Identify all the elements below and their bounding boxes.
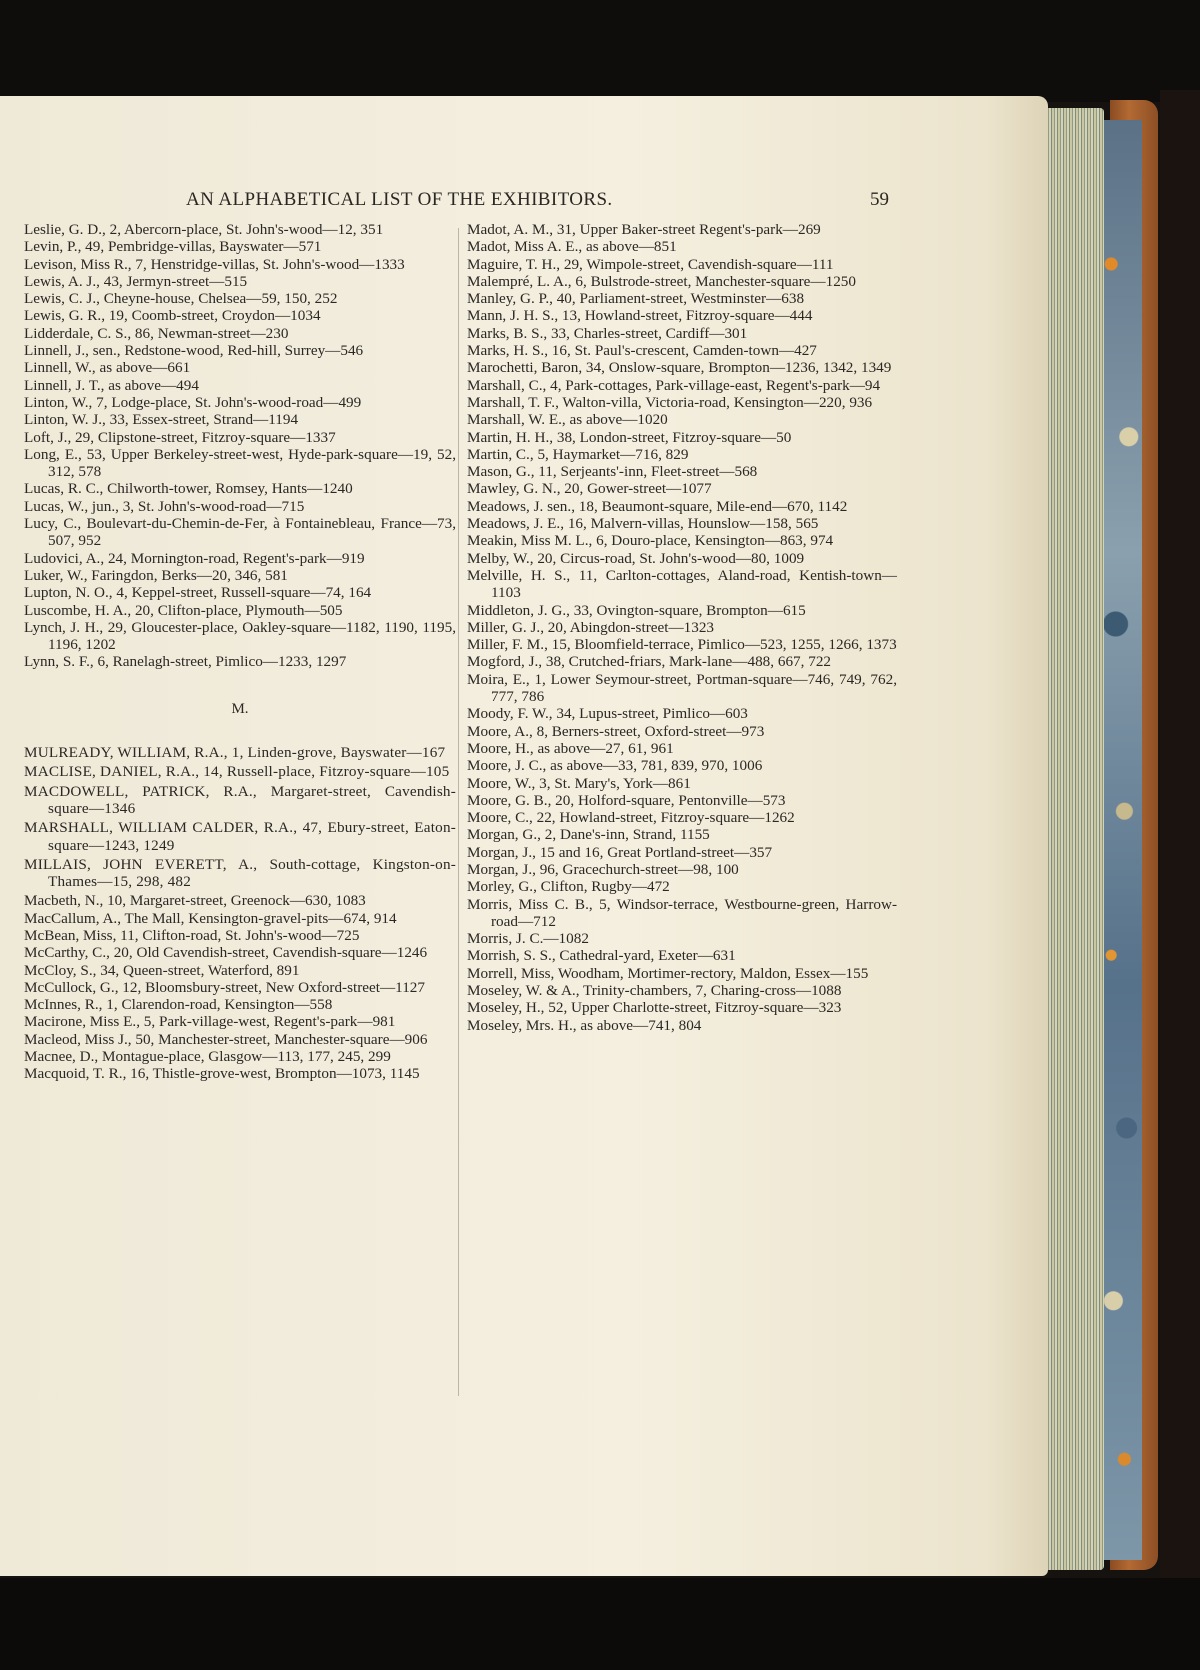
list-item: Maguire, T. H., 29, Wimpole-street, Cavendish-square—111: [467, 255, 834, 273]
list-item: Mawley, G. N., 20, Gower-street—1077: [467, 480, 712, 498]
list-item: Leslie, G. D., 2, Abercorn-place, St. John's-wood—12, 351: [24, 221, 384, 238]
list-item: Luker, W., Faringdon, Berks—20, 346, 581: [24, 566, 288, 584]
list-item: Martin, C., 5, Haymarket—716, 829: [467, 445, 689, 463]
list-item: Madot, Miss A. E., as above—851: [467, 238, 677, 256]
entries: [467, 221, 897, 1034]
list-item: Lewis, C. J., Cheyne-house, Chelsea—59, 150, 252: [24, 290, 338, 308]
list-item: Moore, A., 8, Berners-street, Oxford-street—973: [467, 722, 765, 740]
list-item: Linnell, W., as above—661: [24, 359, 191, 377]
list-item: Levison, Miss R., 7, Henstridge-villas, St. John's-wood—1333: [24, 255, 405, 273]
list-item: MacCallum, A., The Mall, Kensington-gravel-pits—674, 914: [24, 909, 397, 927]
page-number: 59: [870, 189, 889, 210]
list-item: Moore, W., 3, St. Mary's, York—861: [467, 774, 691, 792]
list-item: Miller, F. M., 15, Bloomfield-terrace, Pimlico—523, 1255, 1266, 1373: [467, 636, 897, 654]
list-item: Moira, E., 1, Lower Seymour-street, Portman-square—746, 749, 762, 777, 786: [467, 670, 897, 706]
page-edges: [1040, 108, 1104, 1570]
list-item: Mogford, J., 38, Crutched-friars, Mark-lane—488, 667, 722: [467, 653, 832, 671]
list-item: Linton, W., 7, Lodge-place, St. John's-wood-road—499: [24, 393, 362, 411]
academician-entries: [24, 744, 456, 890]
list-item: MILLAIS, JOHN EVERETT, A., South-cottage, Kingston-on-Thames—15, 298, 482: [24, 855, 456, 891]
list-item: Lewis, A. J., 43, Jermyn-street—515: [24, 272, 248, 290]
list-item: Morgan, J., 15 and 16, Great Portland-street—357: [467, 843, 773, 861]
list-item: Morgan, G., 2, Dane's-inn, Strand, 1155: [467, 826, 710, 844]
running-head-title: AN ALPHABETICAL LIST OF THE EXHIBITORS.: [186, 189, 613, 210]
list-item: Madot, A. M., 31, Upper Baker-street Regent's-park—269: [467, 221, 821, 238]
list-item: Marks, H. S., 16, St. Paul's-crescent, Camden-town—427: [467, 342, 817, 360]
list-item: Moseley, H., 52, Upper Charlotte-street, Fitzroy-square—323: [467, 999, 842, 1017]
background-top: [0, 0, 1200, 102]
list-item: Meadows, J. sen., 18, Beaumont-square, Mile-end—670, 1142: [467, 497, 848, 515]
list-item: McInnes, R., 1, Clarendon-road, Kensington—558: [24, 996, 333, 1014]
list-item: Marshall, C., 4, Park-cottages, Park-village-east, Regent's-park—94: [467, 376, 881, 394]
list-item: Mann, J. H. S., 13, Howland-street, Fitzroy-square—444: [467, 307, 813, 325]
list-item: Morris, J. C.—1082: [467, 930, 589, 948]
list-item: Moore, H., as above—27, 61, 961: [467, 739, 674, 757]
entries-after: [24, 892, 456, 1082]
list-item: Morrish, S. S., Cathedral-yard, Exeter—631: [467, 947, 736, 965]
list-item: McCarthy, C., 20, Old Cavendish-street, Cavendish-square—1246: [24, 944, 428, 962]
list-item: Lupton, N. O., 4, Keppel-street, Russell-square—74, 164: [24, 584, 372, 602]
entries-before: [24, 221, 456, 671]
list-item: MACDOWELL, PATRICK, R.A., Margaret-street, Cavendish-square—1346: [24, 782, 456, 817]
column-divider: [458, 228, 459, 1396]
list-item: Morrell, Miss, Woodham, Mortimer-rectory, Maldon, Essex—155: [467, 964, 869, 982]
list-item: Malempré, L. A., 6, Bulstrode-street, Manchester-square—1250: [467, 272, 856, 290]
list-item: Lynch, J. H., 29, Gloucester-place, Oakley-square—1182, 1190, 1195, 1196, 1202: [24, 618, 456, 654]
list-item: MARSHALL, WILLIAM CALDER, R.A., 47, Ebury-street, Eaton-square—1243, 1249: [24, 819, 456, 854]
list-item: Lucas, W., jun., 3, St. John's-wood-road—715: [24, 497, 305, 515]
list-item: Morgan, J., 96, Gracechurch-street—98, 100: [467, 860, 739, 878]
list-item: Melby, W., 20, Circus-road, St. John's-wood—80, 1009: [467, 549, 805, 567]
list-item: Lucy, C., Boulevart-du-Chemin-de-Fer, à Fontainebleau, France—73, 507, 952: [24, 515, 456, 550]
list-item: Macirone, Miss E., 5, Park-village-west, Regent's-park—981: [24, 1013, 396, 1031]
list-item: Loft, J., 29, Clipstone-street, Fitzroy-square—1337: [24, 428, 336, 446]
list-item: Linnell, J., sen., Redstone-wood, Red-hill, Surrey—546: [24, 342, 364, 360]
list-item: Macquoid, T. R., 16, Thistle-grove-west, Brompton—1073, 1145: [24, 1065, 420, 1083]
list-item: Moore, J. C., as above—33, 781, 839, 970, 1006: [467, 757, 763, 775]
list-item: Marshall, W. E., as above—1020: [467, 411, 668, 429]
list-item: Linton, W. J., 33, Essex-street, Strand—1194: [24, 411, 299, 429]
list-item: Moore, C., 22, Howland-street, Fitzroy-square—1262: [467, 809, 795, 827]
marbled-endpaper: [1098, 120, 1142, 1560]
background-right: [1160, 90, 1200, 1590]
list-item: Ludovici, A., 24, Mornington-road, Regent's-park—919: [24, 549, 365, 567]
list-item: McCloy, S., 34, Queen-street, Waterford, 891: [24, 961, 300, 979]
list-item: Manley, G. P., 40, Parliament-street, Westminster—638: [467, 290, 805, 308]
list-item: Meadows, J. E., 16, Malvern-villas, Hounslow—158, 565: [467, 515, 819, 533]
list-item: Moody, F. W., 34, Lupus-street, Pimlico—603: [467, 705, 748, 723]
list-item: Morley, G., Clifton, Rugby—472: [467, 878, 670, 896]
list-item: Moseley, W. & A., Trinity-chambers, 7, Charing-cross—1088: [467, 982, 842, 1000]
list-item: Macbeth, N., 10, Margaret-street, Greenock—630, 1083: [24, 892, 366, 910]
list-item: Lidderdale, C. S., 86, Newman-street—230: [24, 324, 289, 342]
list-item: Long, E., 53, Upper Berkeley-street-west, Hyde-park-square—19, 52, 312, 578: [24, 445, 456, 481]
list-item: Marks, B. S., 33, Charles-street, Cardiff—301: [467, 324, 748, 342]
list-item: Morris, Miss C. B., 5, Windsor-terrace, Westbourne-green, Harrow-road—712: [467, 895, 897, 930]
background-bottom: [0, 1578, 1200, 1670]
section-letter: M.: [231, 700, 249, 717]
list-item: Melville, H. S., 11, Carlton-cottages, Aland-road, Kentish-town—1103: [467, 566, 897, 602]
list-item: Linnell, J. T., as above—494: [24, 376, 199, 394]
list-item: McBean, Miss, 11, Clifton-road, St. John's-wood—725: [24, 926, 360, 944]
list-item: Middleton, J. G., 33, Ovington-square, Brompton—615: [467, 601, 806, 619]
list-item: Marshall, T. F., Walton-villa, Victoria-road, Kensington—220, 936: [467, 393, 873, 411]
list-item: Moore, G. B., 20, Holford-square, Pentonville—573: [467, 791, 786, 809]
list-item: Lynn, S. F., 6, Ranelagh-street, Pimlico—1233, 1297: [24, 653, 347, 671]
list-item: MACLISE, DANIEL, R.A., 14, Russell-place, Fitzroy-square—105: [24, 763, 450, 781]
left-column: [24, 221, 456, 1083]
list-item: Lewis, G. R., 19, Coomb-street, Croydon—1034: [24, 307, 321, 325]
list-item: Macnee, D., Montague-place, Glasgow—113, 177, 245, 299: [24, 1048, 391, 1066]
list-item: MULREADY, WILLIAM, R.A., 1, Linden-grove, Bayswater—167: [24, 744, 446, 762]
list-item: Lucas, R. C., Chilworth-tower, Romsey, Hants—1240: [24, 480, 353, 498]
right-column: [467, 221, 897, 1034]
running-head: [0, 189, 1048, 213]
list-item: Miller, G. J., 20, Abingdon-street—1323: [467, 618, 715, 636]
list-item: McCullock, G., 12, Bloomsbury-street, New Oxford-street—1127: [24, 978, 425, 996]
list-item: Marochetti, Baron, 34, Onslow-square, Brompton—1236, 1342, 1349: [467, 359, 892, 377]
list-item: Mason, G., 11, Serjeants'-inn, Fleet-street—568: [467, 463, 758, 481]
list-item: Levin, P., 49, Pembridge-villas, Bayswater—571: [24, 238, 322, 256]
list-item: Martin, H. H., 38, London-street, Fitzroy-square—50: [467, 428, 792, 446]
list-item: Meakin, Miss M. L., 6, Douro-place, Kensington—863, 974: [467, 532, 834, 550]
list-item: Moseley, Mrs. H., as above—741, 804: [467, 1016, 702, 1034]
list-item: Luscombe, H. A., 20, Clifton-place, Plymouth—505: [24, 601, 343, 619]
list-item: Macleod, Miss J., 50, Manchester-street, Manchester-square—906: [24, 1030, 428, 1048]
